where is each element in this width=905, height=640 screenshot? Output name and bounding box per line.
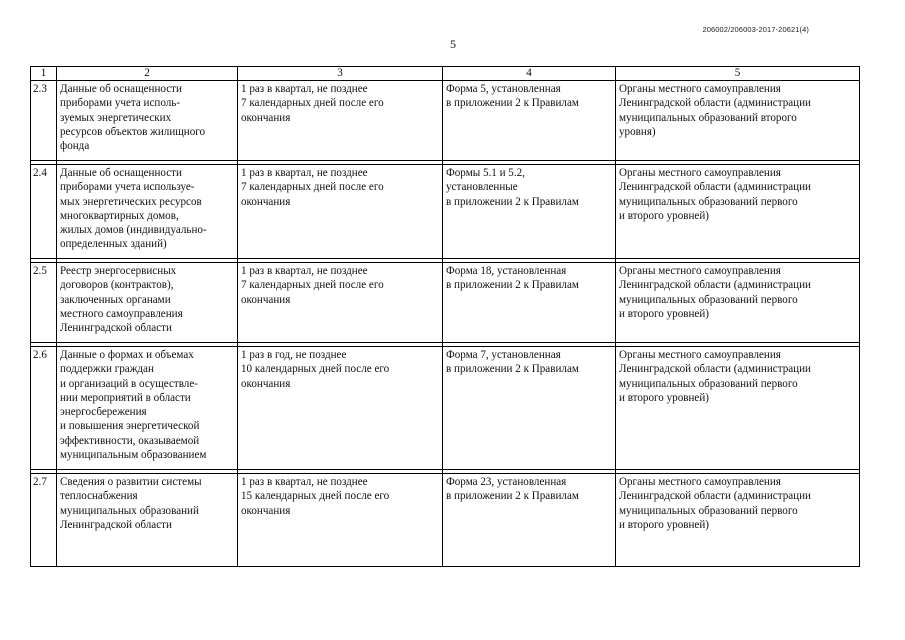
table-row (31, 263, 860, 343)
data-description: Данные о формах и объемах поддержки граждан и организаций в осуществле- нии мероприятий в области энергосбережения и повышения энергетической эффективности, оказываемой муниципальным образованием (57, 347, 238, 470)
column-header: 5 (616, 67, 860, 81)
form-reference: Форма 7, установленная в приложении 2 к Правилам (443, 347, 616, 470)
column-header: 3 (238, 67, 443, 81)
data-description: Сведения о развитии системы теплоснабжения муниципальных образований Ленинградской области (57, 474, 238, 567)
form-reference: Форма 18, установленная в приложении 2 к Правилам (443, 263, 616, 343)
submission-period: 1 раз в год, не позднее 10 календарных дней после его окончания (238, 347, 443, 470)
table-row (31, 347, 860, 470)
data-description: Данные об оснащенности приборами учета используе- мых энергетических ресурсов многоквартирных домов, жилых домов (индивидуально- определенных зданий) (57, 165, 238, 259)
row-number: 2.5 (31, 263, 57, 343)
recipient-authority: Органы местного самоуправления Ленинградской области (администрации муниципальных образований первого и второго уровней) (616, 474, 860, 567)
reporting-table (30, 66, 860, 567)
recipient-authority: Органы местного самоуправления Ленинградской области (администрации муниципальных образований первого и второго уровней) (616, 263, 860, 343)
submission-period: 1 раз в квартал, не позднее 7 календарных дней после его окончания (238, 81, 443, 161)
column-header: 4 (443, 67, 616, 81)
submission-period: 1 раз в квартал, не позднее 7 календарных дней после его окончания (238, 165, 443, 259)
data-description: Данные об оснащенности приборами учета исполь- зуемых энергетических ресурсов объектов жилищного фонда (57, 81, 238, 161)
form-reference: Форма 23, установленная в приложении 2 к Правилам (443, 474, 616, 567)
row-number: 2.3 (31, 81, 57, 161)
column-header: 2 (57, 67, 238, 81)
data-description: Реестр энергосервисных договоров (контрактов), заключенных органами местного самоуправления Ленинградской области (57, 263, 238, 343)
form-reference: Форма 5, установленная в приложении 2 к Правилам (443, 81, 616, 161)
recipient-authority: Органы местного самоуправления Ленинградской области (администрации муниципальных образований первого и второго уровней) (616, 165, 860, 259)
recipient-authority: Органы местного самоуправления Ленинградской области (администрации муниципальных образований первого и второго уровней) (616, 347, 860, 470)
form-reference: Формы 5.1 и 5.2, установленные в приложении 2 к Правилам (443, 165, 616, 259)
submission-period: 1 раз в квартал, не позднее 7 календарных дней после его окончания (238, 263, 443, 343)
page-number: 5 (450, 37, 456, 51)
table-row (31, 81, 860, 161)
row-number: 2.7 (31, 474, 57, 567)
document-code: 206002/206003-2017-20621(4) (702, 25, 809, 34)
table-row (31, 474, 860, 567)
table-header-row (31, 67, 860, 81)
table-row (31, 165, 860, 259)
recipient-authority: Органы местного самоуправления Ленинградской области (администрации муниципальных образований второго уровня) (616, 81, 860, 161)
row-number: 2.4 (31, 165, 57, 259)
submission-period: 1 раз в квартал, не позднее 15 календарных дней после его окончания (238, 474, 443, 567)
row-number: 2.6 (31, 347, 57, 470)
column-header: 1 (31, 67, 57, 81)
